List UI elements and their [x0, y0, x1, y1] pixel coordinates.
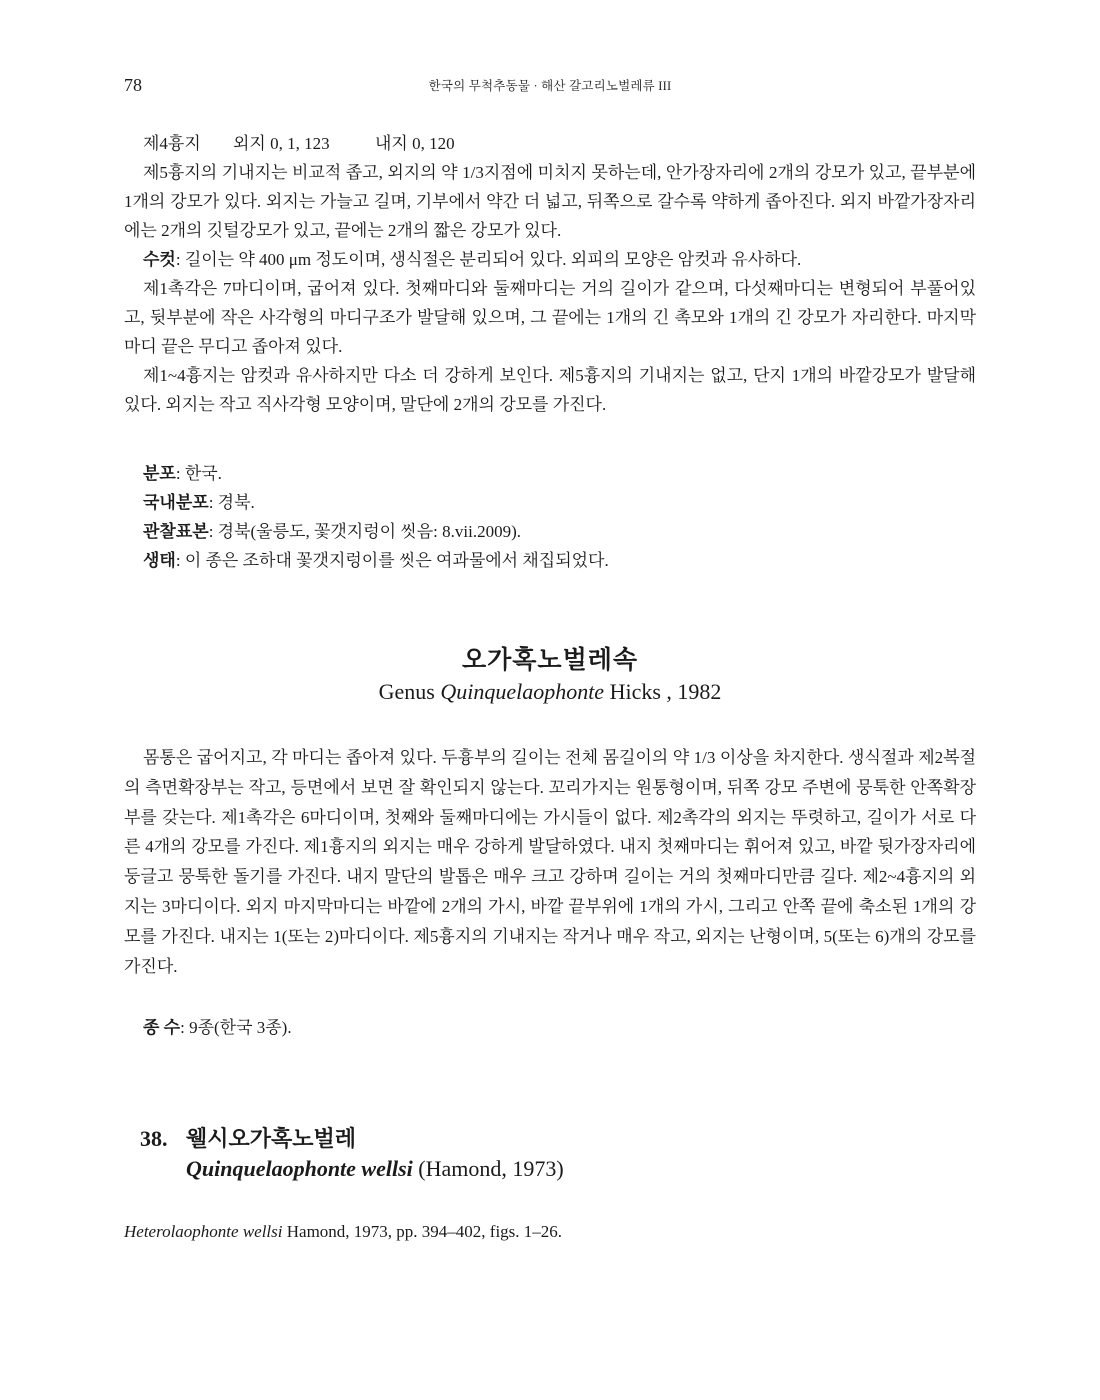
species-number: 38.	[140, 1126, 168, 1152]
record-text: : 경북(울릉도, 꽃갯지렁이 씻음: 8.vii.2009).	[208, 522, 521, 541]
species-authority: (Hamond, 1973)	[412, 1156, 564, 1182]
record-ecology	[124, 546, 976, 575]
male-antennule-paragraph: 제1촉각은 7마디이며, 굽어져 있다. 첫째마디와 둘째마디는 거의 길이가 같으며, 다섯째마디는 변형되어 부풀어있고, 뒷부분에 작은 사각형의 마디구조가 발달해 있으며, 그 끝에는 1개의 긴 촉모와 1개의 긴 강모가 자리한다. 마지막마디 끝은 무디고 좁아져 있다.	[124, 279, 976, 356]
leg4-exopod-formula: 외지 0, 1, 123	[233, 134, 330, 153]
male-label: 수컷	[143, 250, 176, 269]
genus-scientific-name	[124, 677, 976, 707]
leg4-label: 제4흉지	[143, 134, 201, 153]
page-body	[124, 129, 976, 1246]
synonymy-entry	[124, 1217, 976, 1246]
genus-rank: Genus	[378, 679, 441, 704]
genus-name: Quinquelaophonte	[440, 679, 605, 704]
species-count-text: : 9종(한국 3종).	[180, 1018, 292, 1038]
record-text: : 이 종은 조하대 꽃갯지렁이를 씻은 여과물에서 채집되었다.	[175, 551, 609, 570]
genus-authority: Hicks , 1982	[604, 679, 722, 704]
species-count-label: 종 수	[143, 1018, 181, 1038]
species-count	[124, 1013, 976, 1042]
running-head	[124, 72, 976, 100]
record-text: : 한국.	[175, 464, 222, 483]
female-leg5-paragraph: 제5흉지의 기내지는 비교적 좁고, 외지의 약 1/3지점에 미치지 못하는데, 안가장자리에 2개의 강모가 있고, 끝부분에 1개의 강모가 있다. 외지는 가늘고 길며, 기부에서 약간 더 넓고, 뒤쪽으로 갈수록 약하게 좁아진다. 외지 바깥가장자리에는 2개의 깃털강모가 있고, 끝에는 2개의 짧은 강모가 있다.	[124, 163, 976, 240]
running-title: 한국의 무척추동물 · 해산 갈고리노벌레류 III	[428, 79, 672, 93]
record-label: 생태	[143, 551, 176, 570]
genus-description-paragraph: 몸통은 굽어지고, 각 마디는 좁아져 있다. 두흉부의 길이는 전체 몸길이의 약 1/3 이상을 차지한다. 생식절과 제2복절의 측면확장부는 작고, 등면에서 보면 잘 확인되지 않는다. 꼬리가지는 원통형이며, 뒤쪽 강모 주변에 뭉툭한 안쪽확장부를 갖는다. 제1촉각은 6마디이며, 첫째와 둘째마디에는 가시들이 없다. 제2촉각의 외지는 뚜렷하고, 길이가 서로 다른 4개의 강모를 가진다. 제1흉지의 외지는 매우 강하게 발달하였다. 내지 첫째마디는 휘어져 있고, 바깥 뒷가장자리에 둥글고 뭉툭한 돌기를 가진다. 내지 말단의 발톱은 매우 크고 강하며 길이는 거의 첫째마디만큼 길다. 제2~4흉지의 외지는 3마디이다. 외지 마지막마디는 바깥에 2개의 가시, 바깥 끝부위에 1개의 가시, 그리고 안쪽 끝에 축소된 1개의 강모를 가진다. 내지는 1(또는 2)마디이다. 제5흉지의 기내지는 작거나 매우 작고, 외지는 난형이며, 5(또는 6)개의 강모를 가진다.	[124, 748, 976, 976]
specimen-records	[124, 459, 976, 575]
species-description-continued	[124, 129, 976, 419]
record-label: 분포	[143, 464, 176, 483]
male-paragraph	[124, 245, 976, 274]
page-number: 78	[124, 75, 142, 95]
record-korean-distribution	[124, 488, 976, 517]
record-distribution	[124, 459, 976, 488]
leg4-setal-formula	[124, 129, 976, 158]
species-title-line	[124, 1124, 976, 1154]
male-text: : 길이는 약 400 μm 정도이며, 생식절은 분리되어 있다. 외피의 모양은 암컷과 유사하다.	[175, 250, 802, 269]
record-text: : 경북.	[208, 493, 255, 512]
leg4-endopod-formula: 내지 0, 120	[375, 134, 455, 153]
genus-heading	[124, 645, 976, 707]
record-label: 국내분포	[143, 493, 209, 512]
male-legs-paragraph: 제1~4흉지는 암컷과 유사하지만 다소 더 강하게 보인다. 제5흉지의 기내지는 없고, 단지 1개의 바깥강모가 발달해 있다. 외지는 작고 직사각형 모양이며, 말단에 2개의 강모를 가진다.	[124, 366, 976, 414]
species-heading	[124, 1124, 976, 1184]
species-korean-name: 웰시오가혹노벌레	[186, 1126, 357, 1152]
species-scientific-line	[124, 1154, 976, 1184]
record-label: 관찰표본	[143, 522, 209, 541]
genus-korean-name: 오가혹노벌레속	[461, 647, 639, 674]
species-binomial: Quinquelaophonte wellsi	[186, 1156, 413, 1182]
synonym-citation: Hamond, 1973, pp. 394–402, figs. 1–26.	[282, 1222, 563, 1242]
synonym-name: Heterolaophonte wellsi	[124, 1222, 283, 1242]
record-material-examined	[124, 517, 976, 546]
